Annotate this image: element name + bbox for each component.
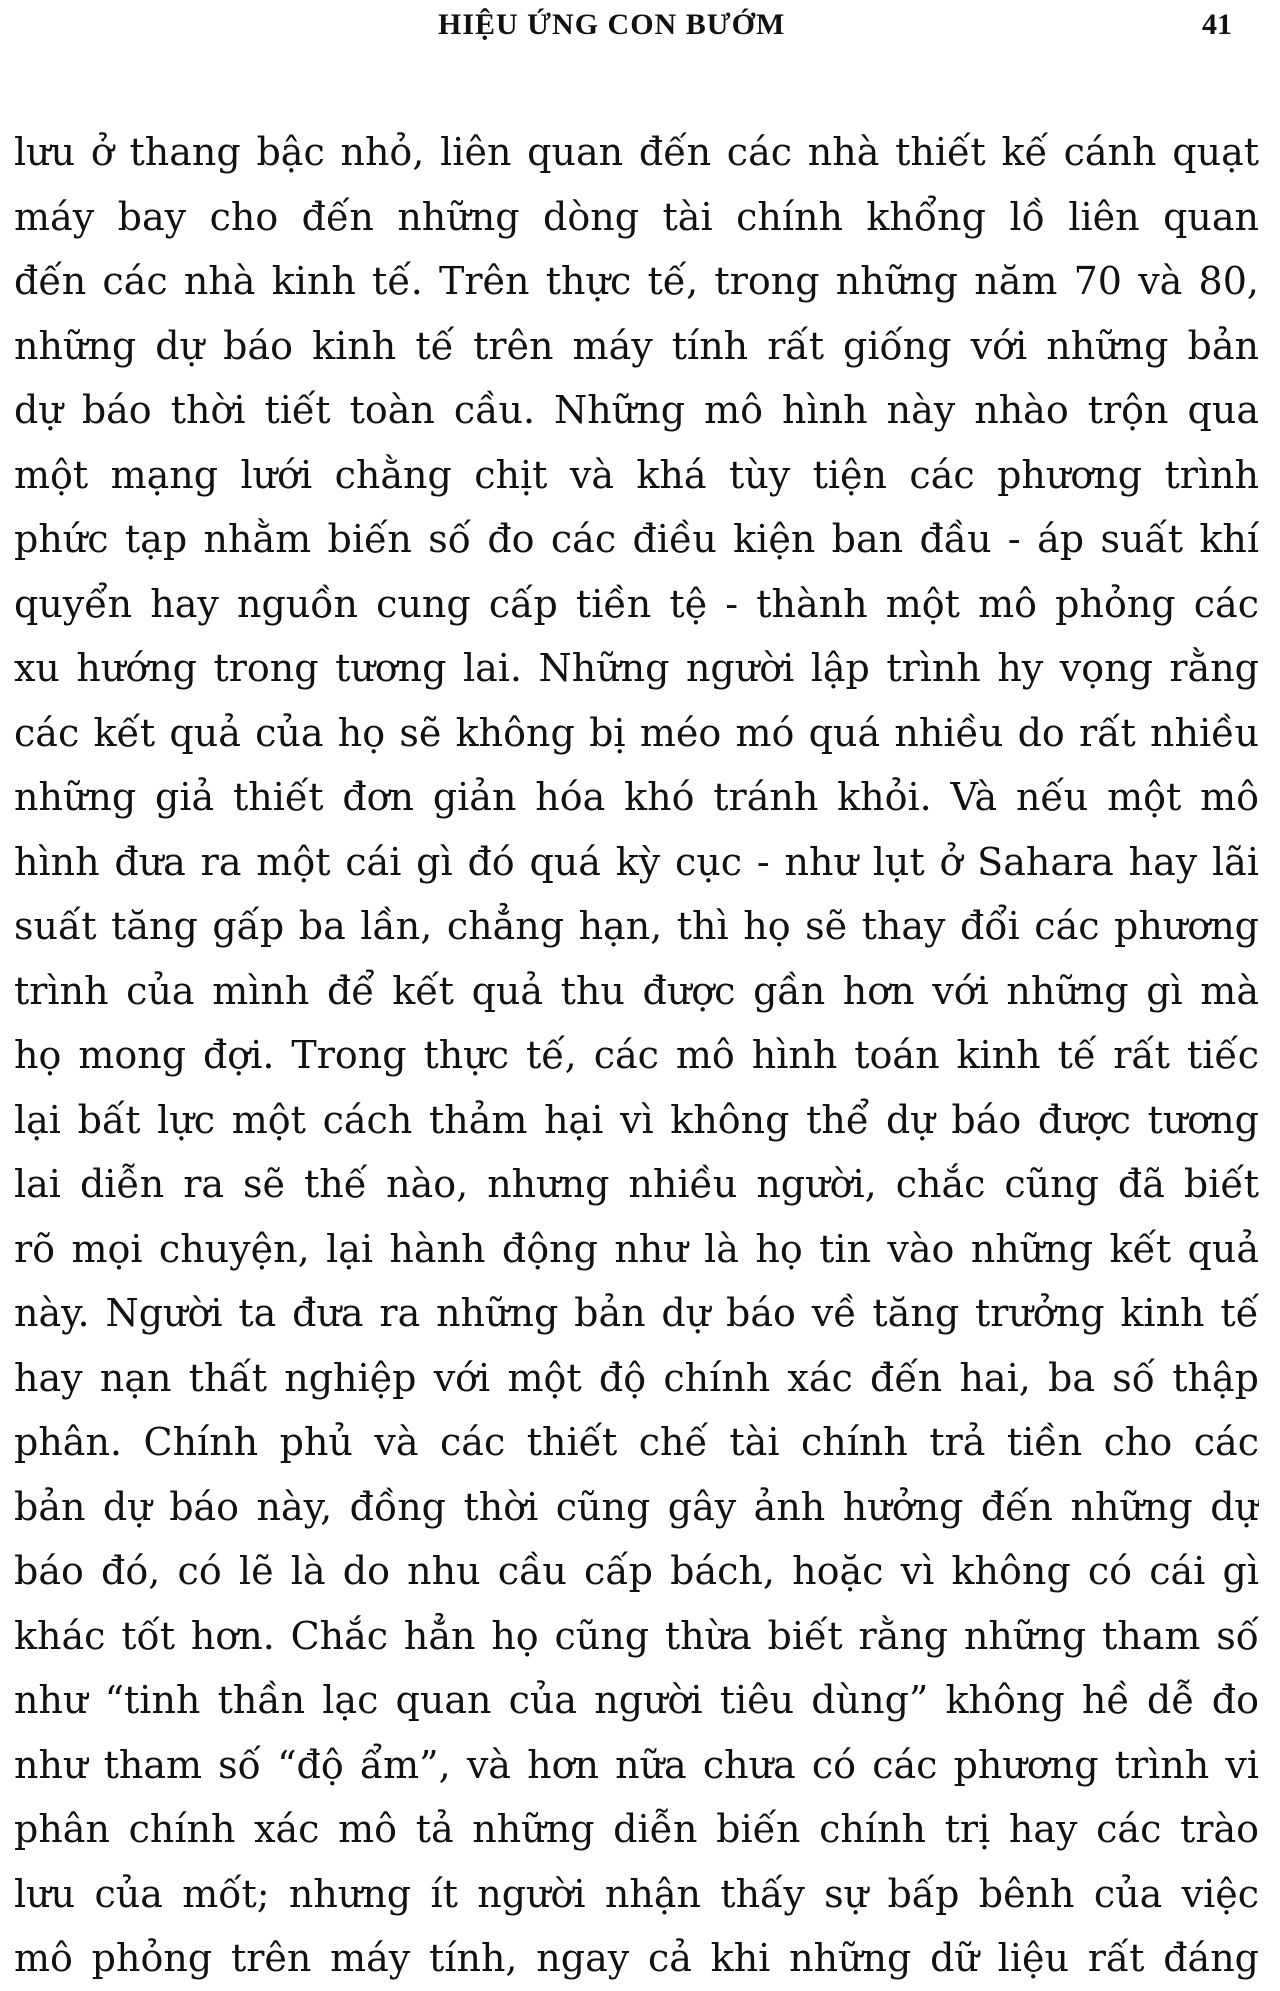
text-line: hay nạn thất nghiệp với một độ chính xác đến hai, ba số thập: [14, 1355, 1259, 1400]
text-line: họ mong đợi. Trong thực tế, các mô hình toán kinh tế rất tiếc: [14, 1033, 1259, 1077]
body-text: [14, 120, 1259, 1991]
page-number: 41: [1202, 8, 1232, 41]
text-line: mô phỏng trên máy tính, ngay cả khi những dữ liệu rất đáng: [14, 1936, 1259, 1980]
text-line: phức tạp nhằm biến số đo các điều kiện ban đầu - áp suất khí: [14, 517, 1259, 561]
text-line: lại bất lực một cách thảm hại vì không thể dự báo được tương: [14, 1097, 1259, 1142]
text-line: các kết quả của họ sẽ không bị méo mó quá nhiều do rất nhiều: [14, 710, 1259, 755]
text-line: xu hướng trong tương lai. Những người lập trình hy vọng rằng: [14, 646, 1259, 690]
text-line: trình của mình để kết quả thu được gần hơn với những gì mà: [14, 968, 1259, 1013]
text-line: lai diễn ra sẽ thế nào, nhưng nhiều người, chắc cũng đã biết: [14, 1162, 1259, 1206]
text-line: phân chính xác mô tả những diễn biến chính trị hay các trào: [14, 1807, 1259, 1851]
text-line: khác tốt hơn. Chắc hẳn họ cũng thừa biết rằng những tham số: [14, 1613, 1259, 1658]
text-line: lưu của mốt; nhưng ít người nhận thấy sự bấp bênh của việc: [14, 1871, 1259, 1916]
text-line: suất tăng gấp ba lần, chẳng hạn, thì họ sẽ thay đổi các phương: [14, 904, 1259, 948]
text-line: rõ mọi chuyện, lại hành động như là họ tin vào những kết quả: [14, 1226, 1259, 1271]
text-line: này. Người ta đưa ra những bản dự báo về tăng trưởng kinh tế: [14, 1291, 1259, 1335]
text-line: dự báo thời tiết toàn cầu. Những mô hình này nhào trộn qua: [14, 388, 1259, 432]
text-line: máy bay cho đến những dòng tài chính khổng lồ liên quan: [14, 194, 1259, 239]
chapter-title: HIỆU ỨNG CON BƯỚM: [438, 8, 786, 41]
text-line: như tham số “độ ẩm”, và hơn nữa chưa có các phương trình vi: [14, 1742, 1259, 1787]
running-header: [0, 8, 1280, 48]
text-line: phân. Chính phủ và các thiết chế tài chính trả tiền cho các: [14, 1420, 1259, 1464]
text-line: những giả thiết đơn giản hóa khó tránh khỏi. Và nếu một mô: [14, 775, 1259, 819]
text-line: đến các nhà kinh tế. Trên thực tế, trong những năm 70 và 80,: [14, 259, 1259, 303]
text-line: một mạng lưới chằng chịt và khá tùy tiện các phương trình: [14, 452, 1259, 497]
text-line: quyển hay nguồn cung cấp tiền tệ - thành một mô phỏng các: [14, 581, 1259, 626]
text-line: báo đó, có lẽ là do nhu cầu cấp bách, hoặc vì không có cái gì: [14, 1549, 1259, 1593]
text-line: như “tinh thần lạc quan của người tiêu dùng” không hề dễ đo: [14, 1678, 1259, 1722]
text-line: những dự báo kinh tế trên máy tính rất giống với những bản: [14, 323, 1259, 368]
text-line: hình đưa ra một cái gì đó quá kỳ cục - như lụt ở Sahara hay lãi: [14, 839, 1259, 884]
text-line: bản dự báo này, đồng thời cũng gây ảnh hưởng đến những dự: [14, 1484, 1259, 1529]
text-line: lưu ở thang bậc nhỏ, liên quan đến các nhà thiết kế cánh quạt: [14, 130, 1259, 174]
